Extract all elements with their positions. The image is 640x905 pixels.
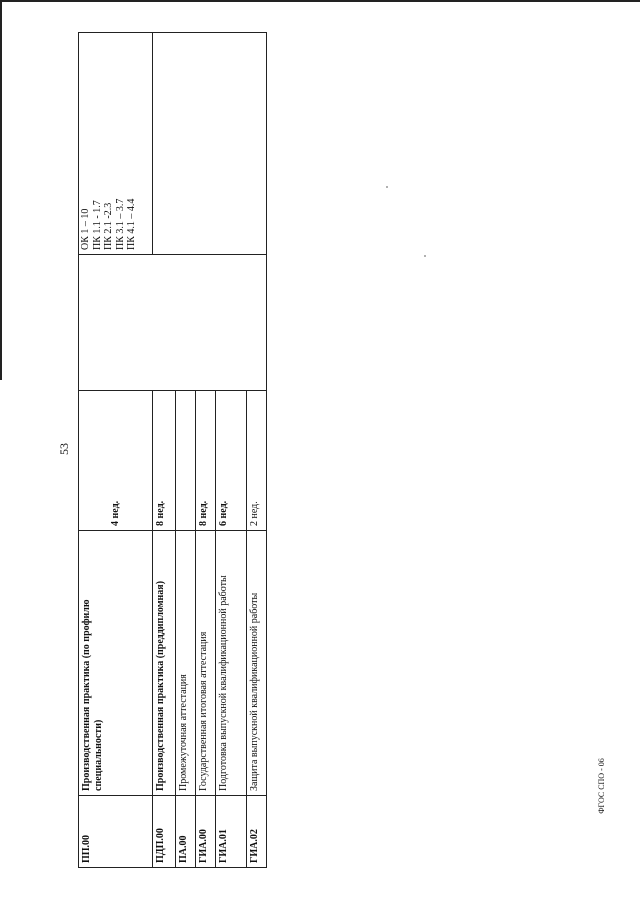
competency-item: ПК 3.1 – 3.7 [114, 198, 126, 250]
scan-speck [424, 255, 426, 257]
row-code: ПДП.00 [153, 796, 176, 868]
row-code: ПА.00 [176, 796, 196, 868]
row-competencies [79, 33, 153, 255]
competency-item: ОК 1 – 10 [80, 208, 91, 250]
page-top-edge [0, 0, 640, 2]
row-duration: 8 нед. [196, 391, 216, 531]
row-code: ГИА.01 [216, 796, 247, 868]
competency-item: ПК 1.1 - 1.7 [91, 200, 103, 250]
row-title: Подготовка выпускной квалификационной работы [216, 531, 247, 796]
row-title: Государственная итоговая аттестация [196, 531, 216, 796]
row-code: ГИА.02 [247, 796, 267, 868]
row-duration: 6 нед. [216, 391, 247, 531]
page-number: 53 [57, 443, 71, 455]
row-code: ПП.00 [79, 796, 153, 868]
empty-cell [153, 33, 267, 255]
table-row [153, 33, 176, 868]
competency-list [80, 37, 138, 250]
page-left-edge [0, 0, 2, 380]
row-duration: 2 нед. [247, 391, 267, 531]
row-code: ГИА.00 [196, 796, 216, 868]
scan-speck [386, 186, 388, 188]
row-title: Производственная практика (преддипломная) [153, 531, 176, 796]
curriculum-table [78, 33, 266, 868]
table-row [79, 33, 153, 868]
row-title: Производственная практика (по профилю специальности) [79, 531, 153, 796]
empty-cell [79, 255, 267, 391]
footer-code: ФГОС СПО - 06 [597, 758, 606, 814]
competency-item: ПК 4.1 – 4.4 [126, 198, 137, 250]
row-duration: 4 нед. [79, 391, 153, 531]
row-title: Защита выпускной квалификационной работы [247, 531, 267, 796]
row-title: Промежуточная аттестация [176, 531, 196, 796]
row-duration [176, 391, 196, 531]
competency-item: ПК 2.1 -2.3 [103, 202, 114, 250]
row-duration: 8 нед. [153, 391, 176, 531]
